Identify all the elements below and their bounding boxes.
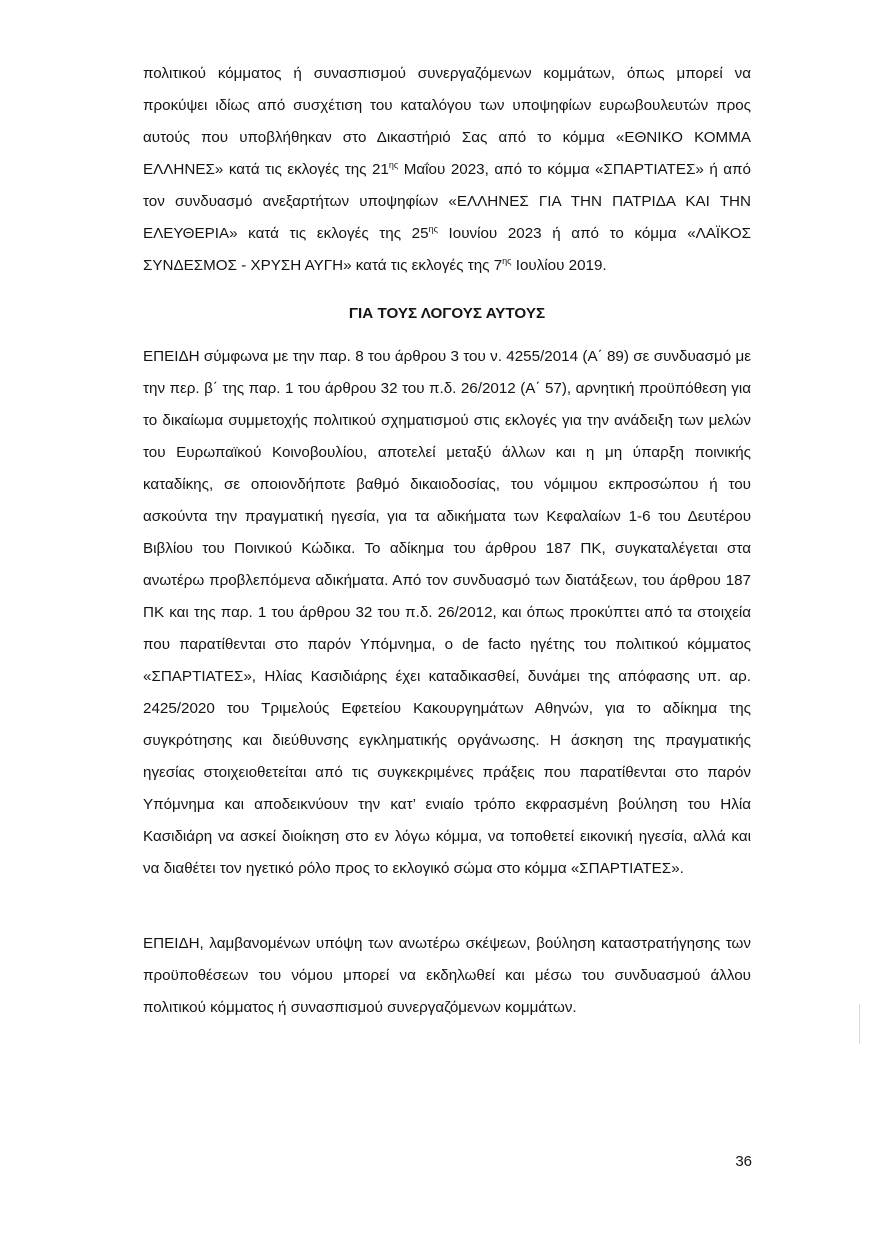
paragraph-whereas-2 — [143, 928, 751, 1024]
page-number: 36 — [735, 1153, 752, 1170]
scan-margin-mark — [859, 1004, 860, 1044]
superscript-ordinal: ης — [502, 255, 512, 266]
section-heading: ΓΙΑ ΤΟΥΣ ΛΟΓΟΥΣ ΑΥΤΟΥΣ — [348, 305, 546, 322]
superscript-ordinal: ης — [428, 223, 438, 234]
paragraph-3-text: ΕΠΕΙΔΗ, λαμβανομένων υπόψη των ανωτέρω σκέψεων, βούληση καταστρατήγησης των προϋποθέσεων του νόμου μπορεί να εκδηλωθεί και μέσω του συνδυασμού άλλου πολιτικού κόμματος ή συνασπισμού συνεργαζόμενων κομμάτων. — [143, 935, 751, 1016]
paragraph-2-text: ΕΠΕΙΔΗ σύμφωνα με την παρ. 8 του άρθρου 3 του ν. 4255/2014 (Α΄ 89) σε συνδυασμό με την περ. β΄ της παρ. 1 του άρθρου 32 του π.δ. 26/2012 (Α΄ 57), αρνητική προϋπόθεση για το δικαίωμα συμμετοχής πολιτικού σχηματισμού στις εκλογές για την ανάδειξη των μελών του Ευρωπαϊκού Κοινοβουλίου, αποτελεί μεταξύ άλλων και η μη ύπαρξη ποινικής καταδίκης, σε οποιονδήποτε βαθμό δικαιοδοσίας, του νόμιμου εκπροσώπου ή του ασκούντα την πραγματική ηγεσία, για τα αδικήματα των Κεφαλαίων 1-6 του Δευτέρου Βιβλίου του Ποινικού Κώδικα. Το αδίκημα του άρθρου 187 ΠΚ, συγκαταλέγεται στα ανωτέρω προβλεπόμενα αδικήματα. Από τον συνδυασμό των διατάξεων, του άρθρου 187 ΠΚ και της παρ. 1 του άρθρου 32 του π.δ. 26/2012, και όπως προκύπτει από τα στοιχεία που παρατίθενται στο παρόν Υπόμνημα, ο de facto ηγέτης του πολιτικού κόμματος «ΣΠΑΡΤΙΑΤΕΣ», Ηλίας Κασιδιάρης έχει καταδικασθεί, δυνάμει της απόφασης υπ. αρ. 2425/2020 του Τριμελούς Εφετείου Κακουργημάτων Αθηνών, για το αδίκημα της συγκρότησης και διεύθυνσης εγκληματικής οργάνωσης. Η άσκηση της πραγματικής ηγεσίας στοιχειοθετείται από τις συγκεκριμένες πράξεις που παρατίθενται στο παρόν Υπόμνημα και αποδεικνύουν την κατ’ ενιαίο τρόπο εκφρασμένη βούληση του Ηλία Κασιδιάρη να ασκεί διοίκηση στο εν λόγω κόμμα, να τοποθετεί εικονική ηγεσία, αλλά και να διαθέτει τον ηγετικό ρόλο προς το εκλογικό σώμα στο κόμμα «ΣΠΑΡΤΙΑΤΕΣ». — [143, 348, 751, 877]
superscript-ordinal: ης — [388, 159, 399, 170]
paragraph-continuation — [143, 58, 751, 282]
paragraph-whereas-1 — [143, 341, 751, 885]
paragraph-1-text: πολιτικού κόμματος ή συνασπισμού συνεργαζόμενων κομμάτων, όπως μπορεί να προκύψει ιδίως από συσχέτιση του καταλόγου των υποψηφίων ευρωβουλευτών προς αυτούς που υποβλήθηκαν στο Δικαστήριό Σας από το κόμμα «ΕΘΝΙΚΟ ΚΟΜΜΑ ΕΛΛΗΝΕΣ» κατά τις εκλογές της $21^{\eta\varsigma}$ Μαΐου 2023, από το κόμμα «ΣΠΑΡΤΙΑΤΕΣ» ή από τον συνδυασμό ανεξαρτήτων υποψηφίων «ΕΛΛΗΝΕΣ ΓΙΑ ΤΗΝ ΠΑΤΡΙΔΑ ΚΑΙ ΤΗΝ ΕΛΕΥΘΕΡΙΑ» κατά τις εκλογές της $25^{\eta\varsigma}$ Ιουνίου 2023 ή από το κόμμα «ΛΑΪΚΟΣ ΣΥΝΔΕΣΜΟΣ - ΧΡΥΣΗ ΑΥΓΗ» κατά τις εκλογές της $7^{\eta\varsigma}$ Ιουλίου 2019. — [143, 65, 751, 274]
